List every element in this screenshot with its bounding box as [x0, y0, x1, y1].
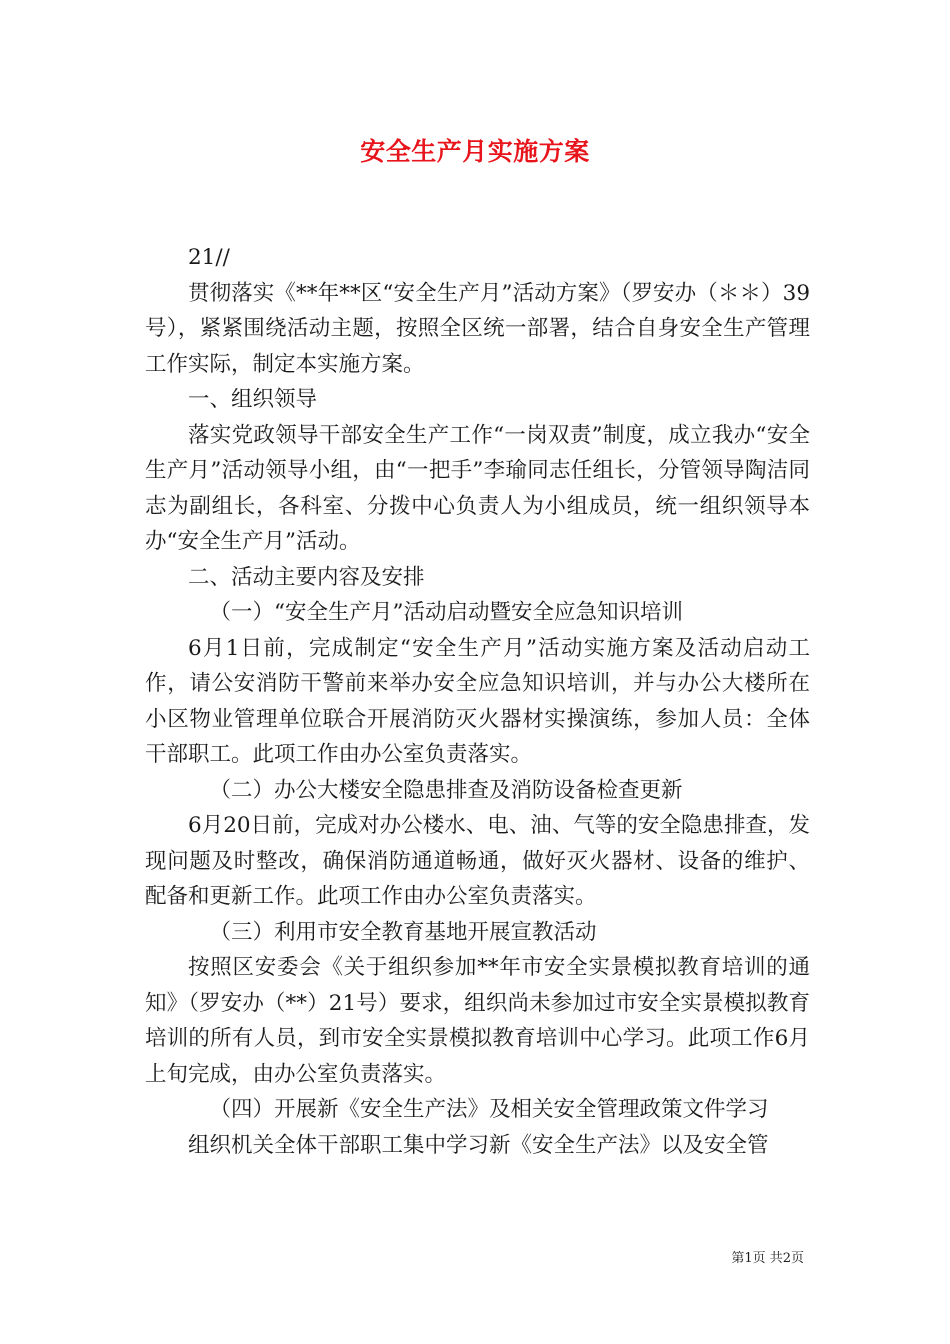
section-paragraph-1: 落实党政领导干部安全生产工作“一岗双责”制度，成立我办“安全生产月”活动领导小组，由“一把手”李瑜同志任组长，分管领导陶洁同志为副组长，各科室、分拨中心负责人为小组成员，统一组织领导本办“安全生产月”活动。: [145, 422, 810, 554]
subsection-heading-2: （二）办公大楼安全隐患排查及消防设备检查更新: [209, 777, 683, 803]
date-line: 21//: [188, 245, 230, 270]
page-number: 第1页 共2页: [731, 1251, 804, 1266]
document-title: 安全生产月实施方案: [360, 137, 590, 166]
intro-paragraph: 贯彻落实《**年**区“安全生产月”活动方案》（罗安办（＊＊）39号），紧紧围绕活动主题，按照全区统一部署，结合自身安全生产管理工作实际，制定本实施方案。: [145, 280, 810, 377]
subsection-heading-1: （一）“安全生产月”活动启动暨安全应急知识培训: [209, 600, 683, 625]
subsection-paragraph-1: 6月1日前，完成制定“安全生产月”活动实施方案及活动启动工作，请公安消防干警前来举办安全应急知识培训，并与办公大楼所在小区物业管理单位联合开展消防灭火器材实操演练，参加人员：全体干部职工。此项工作由办公室负责落实。: [145, 635, 810, 767]
subsection-paragraph-3: 按照区安委会《关于组织参加**年市安全实景模拟教育培训的通知》（罗安办（**）21号）要求，组织尚未参加过市安全实景模拟教育培训的所有人员，到市安全实景模拟教育培训中心学习。此项工作6月上旬完成，由办公室负责落实。: [145, 955, 810, 1087]
subsection-heading-4: （四）开展新《安全生产法》及相关安全管理政策文件学习: [209, 1097, 769, 1122]
subsection-paragraph-2: 6月20日前，完成对办公楼水、电、油、气等的安全隐患排查，发现问题及时整改，确保消防通道畅通，做好灭火器材、设备的维护、配备和更新工作。此项工作由办公室负责落实。: [145, 813, 810, 909]
subsection-heading-3: （三）利用市安全教育基地开展宣教活动: [209, 919, 597, 945]
subsection-paragraph-4: 组织机关全体干部职工集中学习新《安全生产法》以及安全管: [188, 1132, 769, 1158]
section-heading-2: 二、活动主要内容及安排: [188, 564, 425, 590]
document-body: [145, 240, 810, 1163]
section-heading-1: 一、组织领导: [188, 387, 318, 412]
